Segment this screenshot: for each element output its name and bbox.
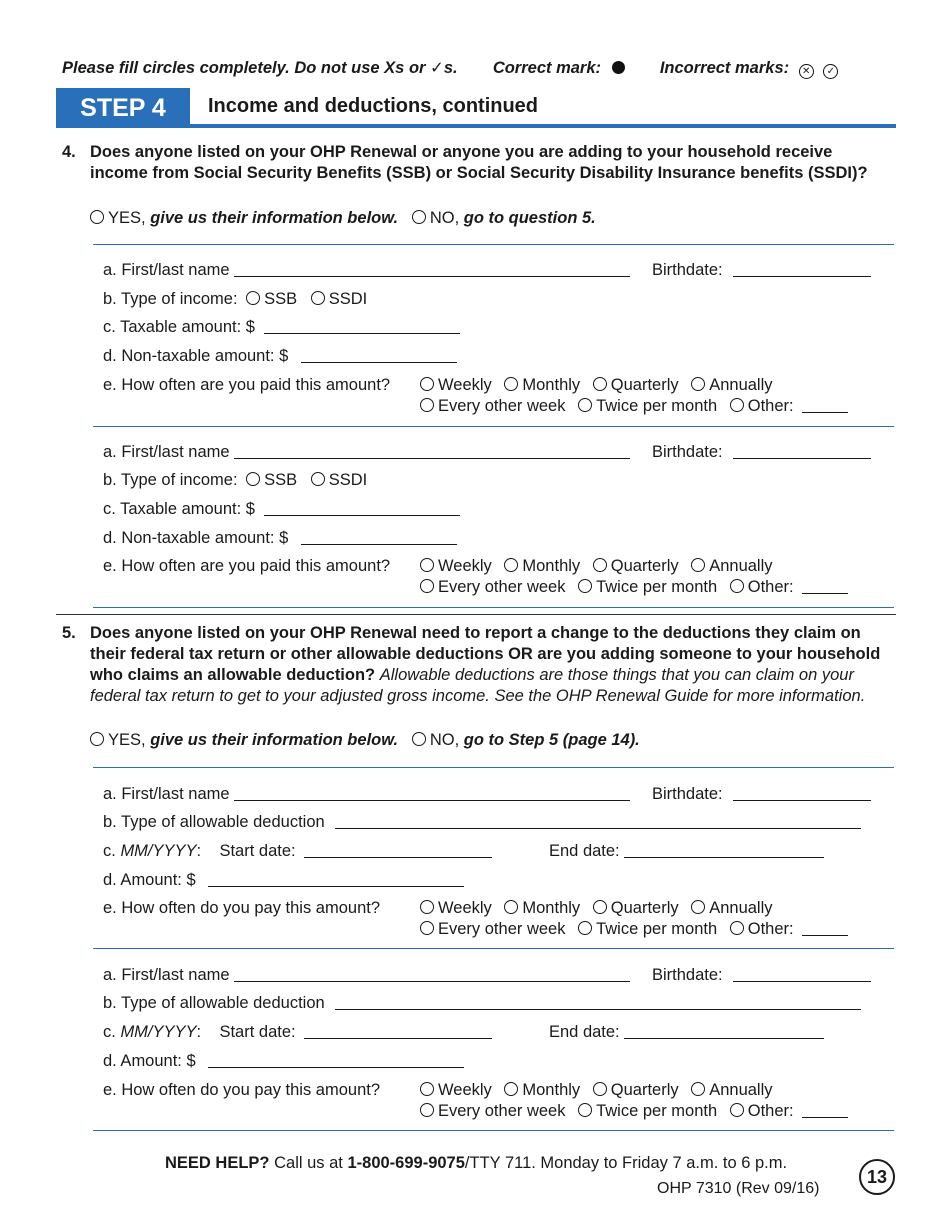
q5-p1-type-row xyxy=(103,813,861,832)
weekly-radio[interactable] xyxy=(420,558,434,572)
q4-p2-birthdate-input[interactable] xyxy=(733,443,871,459)
q4-p2-name-row xyxy=(103,443,630,462)
ssb-label: SSB xyxy=(264,290,298,308)
q5-no-label: NO, xyxy=(429,731,460,749)
quarterly-radio[interactable] xyxy=(593,1082,607,1096)
monthly-label: Monthly xyxy=(522,1081,581,1099)
tty-hours-text: /TTY 711. Monday to Friday 7 a.m. to 6 p.m. xyxy=(464,1154,788,1172)
q5-explanation: Allowable deductions are those things that you can claim on your federal tax return to get to your adjusted gross income. See the OHP Renewal Guide for more information. xyxy=(90,666,866,705)
monthly-radio[interactable] xyxy=(504,900,518,914)
q5-p1-amount-input[interactable] xyxy=(208,871,464,887)
monthly-radio[interactable] xyxy=(504,558,518,572)
q4-p2-name-input[interactable] xyxy=(234,443,630,459)
q5-p2-end-row xyxy=(549,1023,824,1042)
ssdi-label: SSDI xyxy=(328,471,368,489)
q5-p1-frequency-row2 xyxy=(420,920,848,939)
q5-yes-label: YES, xyxy=(108,731,146,749)
quarterly-radio[interactable] xyxy=(593,900,607,914)
annually-label: Annually xyxy=(709,899,773,917)
q4-p2-type-row xyxy=(103,471,367,490)
need-help-label: NEED HELP? xyxy=(165,1154,270,1172)
date-prefix: c. xyxy=(103,842,116,860)
q4-yes-radio[interactable] xyxy=(90,210,104,224)
q5-yes-radio[interactable] xyxy=(90,732,104,746)
start-date-label: Start date: xyxy=(219,842,296,860)
annually-radio[interactable] xyxy=(691,900,705,914)
nontaxable-label: d. Non-taxable amount: $ xyxy=(103,347,289,365)
q5-p1-frequency-row1 xyxy=(420,899,773,918)
q5-p2-end-date-input[interactable] xyxy=(624,1023,824,1039)
weekly-label: Weekly xyxy=(438,376,492,394)
date-format: MM/YYYY xyxy=(120,842,197,860)
other-label: Other: xyxy=(747,578,794,596)
q4-p2-ssdi-radio[interactable] xyxy=(311,472,325,486)
q5-yes-instruction: give us their information below. xyxy=(150,731,399,749)
monthly-label: Monthly xyxy=(522,376,581,394)
annually-label: Annually xyxy=(709,1081,773,1099)
every-other-week-label: Every other week xyxy=(438,1102,566,1120)
q4-p1-name-row xyxy=(103,261,630,280)
q4-number: 4. xyxy=(62,143,76,161)
q5-p2-name-row xyxy=(103,966,630,985)
form-id: OHP 7310 (Rev 09/16) xyxy=(657,1180,820,1197)
quarterly-label: Quarterly xyxy=(610,557,679,575)
q5-p2-frequency-row2 xyxy=(420,1102,848,1121)
quarterly-label: Quarterly xyxy=(610,1081,679,1099)
other-radio[interactable] xyxy=(730,579,744,593)
correct-mark-label: Correct mark: xyxy=(492,59,602,77)
q4-p1-birthdate-row xyxy=(652,261,871,280)
taxable-label: c. Taxable amount: $ xyxy=(103,318,255,336)
q4-text: Does anyone listed on your OHP Renewal or anyone you are adding to your household receive income from Social Security Benefits (SSB) or Social Security Disability Insurance benefits (SSDI)? xyxy=(90,143,868,182)
every-other-week-radio[interactable] xyxy=(420,579,434,593)
check-circle-icon: ✓ xyxy=(823,64,838,79)
quarterly-label: Quarterly xyxy=(610,376,679,394)
divider xyxy=(93,607,894,608)
q4-p1-nontaxable-input[interactable] xyxy=(301,347,457,363)
date-prefix: c. xyxy=(103,1023,116,1041)
end-date-label: End date: xyxy=(549,842,620,860)
q4-no-radio[interactable] xyxy=(412,210,426,224)
q5-p1-amount-row xyxy=(103,871,464,890)
phone-number[interactable]: 1-800-699-9075 xyxy=(347,1154,465,1172)
fill-instructions-text: Please fill circles completely. Do not use Xs or ✓s. xyxy=(62,59,458,77)
weekly-label: Weekly xyxy=(438,557,492,575)
annually-label: Annually xyxy=(709,376,773,394)
divider xyxy=(93,426,894,427)
q4-p2-frequency-row1 xyxy=(420,557,773,576)
annually-radio[interactable] xyxy=(691,558,705,572)
step-badge: STEP 4 xyxy=(56,88,190,128)
q5-p2-dates-row: c. MM/YYYY: Start date: xyxy=(103,1023,492,1042)
other-input[interactable] xyxy=(802,920,848,936)
every-other-week-label: Every other week xyxy=(438,578,566,596)
q5-no-instruction: go to Step 5 (page 14). xyxy=(463,731,640,749)
q4-p1-ssdi-radio[interactable] xyxy=(311,291,325,305)
annually-radio[interactable] xyxy=(691,377,705,391)
twice-per-month-radio[interactable] xyxy=(578,1103,592,1117)
q5-p2-frequency-label: e. How often do you pay this amount? xyxy=(103,1081,381,1099)
q4-p1-nontaxable-row xyxy=(103,347,457,366)
other-input[interactable] xyxy=(802,397,848,413)
other-radio[interactable] xyxy=(730,1103,744,1117)
q4-p2-frequency-label: e. How often are you paid this amount? xyxy=(103,557,391,575)
twice-per-month-label: Twice per month xyxy=(596,578,718,596)
q4-p1-type-row xyxy=(103,290,367,309)
step-title: Income and deductions, continued xyxy=(208,95,539,117)
name-label: a. First/last name xyxy=(103,785,230,803)
weekly-radio[interactable] xyxy=(420,377,434,391)
q4-p2-taxable-row xyxy=(103,500,460,519)
name-label: a. First/last name xyxy=(103,261,230,279)
ssdi-label: SSDI xyxy=(328,290,368,308)
divider xyxy=(93,767,894,768)
q5-p2-amount-row xyxy=(103,1052,464,1071)
q5-p1-birthdate-input[interactable] xyxy=(733,785,871,801)
other-radio[interactable] xyxy=(730,398,744,412)
annually-radio[interactable] xyxy=(691,1082,705,1096)
birthdate-label: Birthdate: xyxy=(652,261,723,279)
incorrect-marks-label: Incorrect marks: xyxy=(659,59,790,77)
amount-label: d. Amount: $ xyxy=(103,1052,196,1070)
weekly-radio[interactable] xyxy=(420,1082,434,1096)
quarterly-label: Quarterly xyxy=(610,899,679,917)
q4-p1-name-input[interactable] xyxy=(234,261,630,277)
q4-p1-taxable-input[interactable] xyxy=(264,318,460,334)
q5-p1-start-date-input[interactable] xyxy=(304,842,492,858)
q4-no-instruction: go to question 5. xyxy=(463,209,596,227)
q5-p1-frequency-label: e. How often do you pay this amount? xyxy=(103,899,381,917)
fill-instructions xyxy=(62,58,838,79)
filled-circle-icon xyxy=(612,61,625,74)
weekly-radio[interactable] xyxy=(420,900,434,914)
birthdate-label: Birthdate: xyxy=(652,966,723,984)
q4-p2-nontaxable-input[interactable] xyxy=(301,529,457,545)
q4-yes-label: YES, xyxy=(108,209,146,227)
other-input[interactable] xyxy=(802,578,848,594)
q4-p2-frequency-row2 xyxy=(420,578,848,597)
every-other-week-radio[interactable] xyxy=(420,398,434,412)
q4-yes-instruction: give us their information below. xyxy=(150,209,399,227)
deduction-type-label: b. Type of allowable deduction xyxy=(103,813,325,831)
q5-p1-end-row xyxy=(549,842,824,861)
q5-p1-birthdate-row xyxy=(652,785,871,804)
q5-question: Does anyone listed on your OHP Renewal need to report a change to the deductions they claim on their federal tax return or other allowable deductions OR are you adding someone to your household who claims an allowable deduction? xyxy=(90,624,881,684)
x-circle-icon: ✕ xyxy=(799,64,814,79)
q5-p2-amount-input[interactable] xyxy=(208,1052,464,1068)
quarterly-radio[interactable] xyxy=(593,377,607,391)
other-radio[interactable] xyxy=(730,921,744,935)
q4-no-label: NO, xyxy=(429,209,460,227)
q4-p1-frequency-row2 xyxy=(420,397,848,416)
amount-label: d. Amount: $ xyxy=(103,871,196,889)
q4-answer-options xyxy=(90,209,596,228)
other-label: Other: xyxy=(747,920,794,938)
q4-p1-birthdate-input[interactable] xyxy=(733,261,871,277)
other-input[interactable] xyxy=(802,1102,848,1118)
q5-p2-name-input[interactable] xyxy=(234,966,630,982)
q5-p2-type-input[interactable] xyxy=(335,994,861,1010)
monthly-label: Monthly xyxy=(522,557,581,575)
q4-p1-taxable-row xyxy=(103,318,460,337)
divider xyxy=(93,1130,894,1131)
nontaxable-label: d. Non-taxable amount: $ xyxy=(103,529,289,547)
q5-p1-name-input[interactable] xyxy=(234,785,630,801)
start-date-label: Start date: xyxy=(219,1023,296,1041)
page-number: 13 xyxy=(859,1159,895,1195)
q5-answer-options xyxy=(90,731,640,750)
q5-p2-frequency-row1 xyxy=(420,1081,773,1100)
type-label: b. Type of income: xyxy=(103,290,238,308)
q4-p1-frequency-row1 xyxy=(420,376,773,395)
twice-per-month-label: Twice per month xyxy=(596,397,718,415)
other-label: Other: xyxy=(747,1102,794,1120)
twice-per-month-label: Twice per month xyxy=(596,1102,718,1120)
every-other-week-radio[interactable] xyxy=(420,1103,434,1117)
deduction-type-label: b. Type of allowable deduction xyxy=(103,994,325,1012)
call-us-text: Call us at xyxy=(269,1154,348,1172)
q5-p2-type-row xyxy=(103,994,861,1013)
twice-per-month-radio[interactable] xyxy=(578,579,592,593)
q4-p2-nontaxable-row xyxy=(103,529,457,548)
name-label: a. First/last name xyxy=(103,443,230,461)
name-label: a. First/last name xyxy=(103,966,230,984)
every-other-week-label: Every other week xyxy=(438,920,566,938)
birthdate-label: Birthdate: xyxy=(652,443,723,461)
q5-no-radio[interactable] xyxy=(412,732,426,746)
twice-per-month-radio[interactable] xyxy=(578,921,592,935)
q5-p1-dates-row: c. MM/YYYY: Start date: xyxy=(103,842,492,861)
divider xyxy=(93,948,894,949)
q5-number: 5. xyxy=(62,624,76,642)
help-line xyxy=(165,1154,787,1173)
q5-p2-birthdate-input[interactable] xyxy=(733,966,871,982)
type-label: b. Type of income: xyxy=(103,471,238,489)
monthly-radio[interactable] xyxy=(504,377,518,391)
taxable-label: c. Taxable amount: $ xyxy=(103,500,255,518)
monthly-label: Monthly xyxy=(522,899,581,917)
step-header xyxy=(56,88,896,128)
annually-label: Annually xyxy=(709,557,773,575)
quarterly-radio[interactable] xyxy=(593,558,607,572)
q5-p1-name-row xyxy=(103,785,630,804)
end-date-label: End date: xyxy=(549,1023,620,1041)
q4-p2-ssb-radio[interactable] xyxy=(246,472,260,486)
q5-p1-end-date-input[interactable] xyxy=(624,842,824,858)
other-label: Other: xyxy=(747,397,794,415)
q4-p1-ssb-radio[interactable] xyxy=(246,291,260,305)
q5-text xyxy=(90,623,888,707)
q5-p1-type-input[interactable] xyxy=(335,813,861,829)
q4-p2-birthdate-row xyxy=(652,443,871,462)
twice-per-month-label: Twice per month xyxy=(596,920,718,938)
weekly-label: Weekly xyxy=(438,899,492,917)
ssb-label: SSB xyxy=(264,471,298,489)
q5-p2-birthdate-row xyxy=(652,966,871,985)
birthdate-label: Birthdate: xyxy=(652,785,723,803)
q4-p2-taxable-input[interactable] xyxy=(264,500,460,516)
section-divider xyxy=(56,614,896,615)
monthly-radio[interactable] xyxy=(504,1082,518,1096)
divider xyxy=(93,244,894,245)
date-format: MM/YYYY xyxy=(120,1023,197,1041)
every-other-week-label: Every other week xyxy=(438,397,566,415)
every-other-week-radio[interactable] xyxy=(420,921,434,935)
weekly-label: Weekly xyxy=(438,1081,492,1099)
q4-p1-frequency-label: e. How often are you paid this amount? xyxy=(103,376,391,394)
twice-per-month-radio[interactable] xyxy=(578,398,592,412)
q5-p2-start-date-input[interactable] xyxy=(304,1023,492,1039)
